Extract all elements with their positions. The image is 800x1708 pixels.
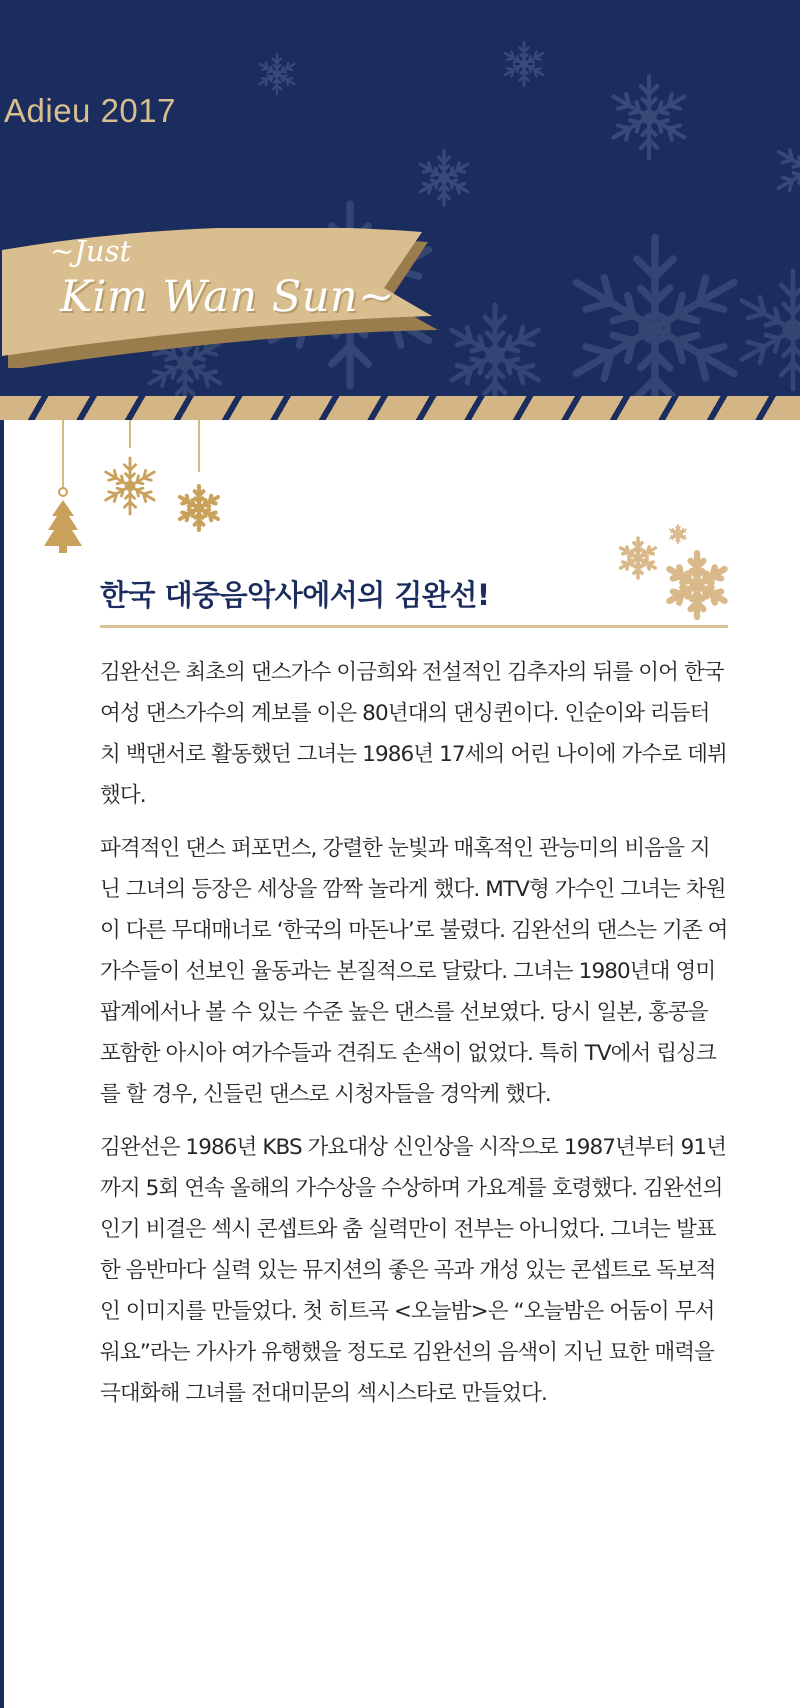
snowflake-icon <box>500 40 548 88</box>
snowflake-ornament-icon <box>172 420 226 535</box>
header-banner <box>0 0 800 400</box>
section-title: 한국 대중음악사에서의 김완선! <box>100 578 490 612</box>
banner-just-text: ~Just <box>50 234 132 268</box>
snowflake-icon <box>728 265 800 395</box>
article-paragraph: 김완선은 1986년 KBS 가요대상 신인상을 시작으로 1987년부터 91년까지 5회 연속 올해의 가수상을 수상하며 가요계를 호령했다. 김완선의 인기 비결은 섹시 콘셉트와 춤 실력만이 전부는 아니었다. 그녀는 발표한 음반마다 실력 있는 뮤지션의 좋은 곡과 개성 있는 콘셉트로 독보적인 이미지를 만들었다. 첫 히트곡 <오늘밤>은 “오늘밤은 어둠이 무서워요”라는 가사가 유행했을 정도로 김완선의 음색이 지닌 묘한 매력을 극대화해 그녀를 전대미문의 섹시스타로 만들었다. <box>100 1135 726 1406</box>
snowflake-icon <box>770 130 800 210</box>
snowflake-icon <box>555 228 755 400</box>
snowflake-icon <box>255 52 299 96</box>
snowflake-icon <box>662 550 732 620</box>
snowflake-icon <box>604 72 694 162</box>
article-paragraph: 김완선은 최초의 댄스가수 이금희와 전설적인 김추자의 뒤를 이어 한국 여성 댄스가수의 계보를 이은 80년대의 댄싱퀸이다. 인순이와 리듬터치 백댄서로 활동했던 그녀는 1986년 17세의 어린 나이에 가수로 데뷔했다. <box>100 660 727 808</box>
banner-name-text: Kim Wan Sun~ <box>60 272 395 322</box>
header-year-label: Adieu 2017 <box>4 92 176 129</box>
title-divider <box>100 625 728 628</box>
striped-divider <box>0 396 800 420</box>
left-edge-border <box>0 420 4 1708</box>
snowflake-ornament-icon <box>98 420 162 525</box>
article-body <box>100 652 728 1426</box>
article-paragraph: 파격적인 댄스 퍼포먼스, 강렬한 눈빛과 매혹적인 관능미의 비음을 지닌 그녀의 등장은 세상을 깜짝 놀라게 했다. MTV형 가수인 그녀는 차원이 다른 무대매너로 ‘한국의 마돈나’로 불렸다. 김완선의 댄스는 기존 여가수들이 선보인 율동과는 본질적으로 달랐다. 그녀는 1980년대 영미 팝계에서나 볼 수 있는 수준 높은 댄스를 선보였다. 당시 일본, 홍콩을 포함한 아시아 여가수들과 견줘도 손색이 없었다. 특히 TV에서 립싱크를 할 경우, 신들린 댄스로 시청자들을 경악케 했다. <box>100 836 728 1107</box>
snowflake-icon <box>668 524 688 544</box>
snowflake-icon <box>440 300 550 400</box>
christmas-tree-ornament-icon <box>38 420 88 555</box>
